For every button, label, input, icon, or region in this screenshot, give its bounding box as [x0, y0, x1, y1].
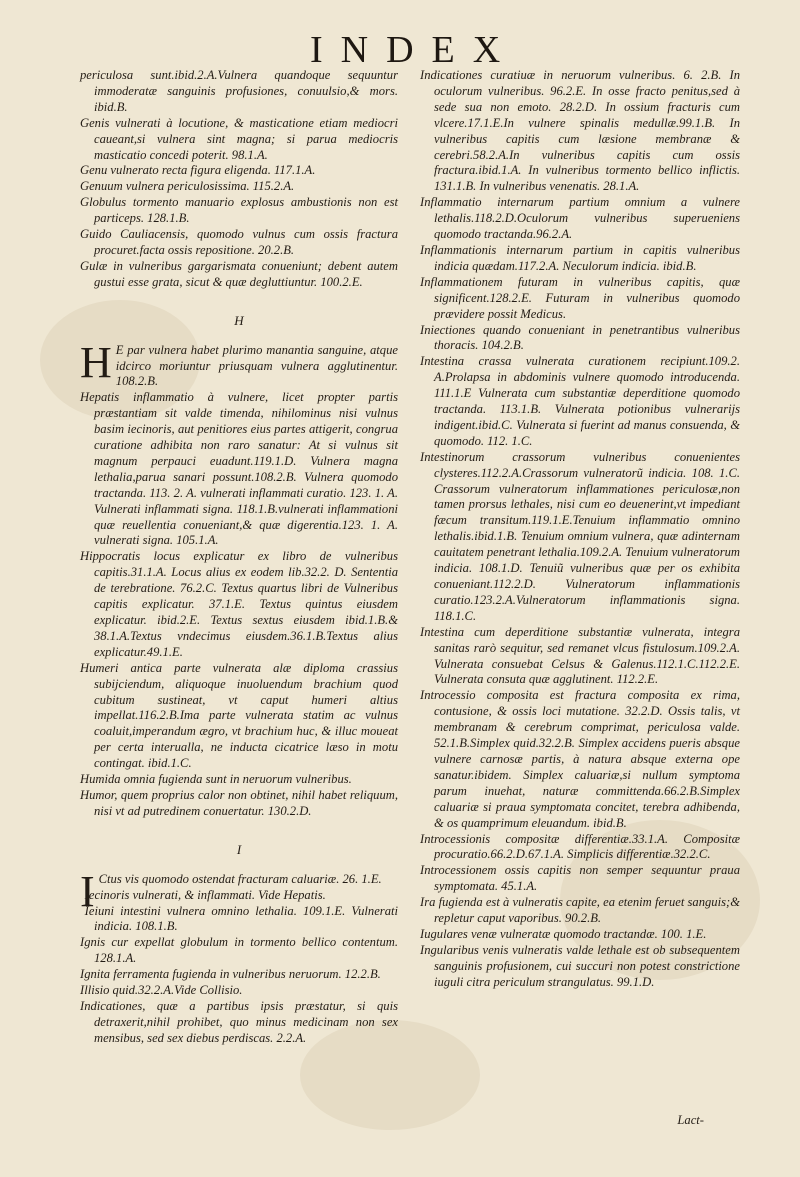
index-entry: Hippocratis locus explicatur ex libro de vulneribus capitis.31.1.A. Locus alius ex eodem lib.32.2. D. Sententia de terebratione. 76.2.C. Textus quartus libri de Vulneribus capitis explicatur. 37.1.E. Textus quintus eiusdem explicatur. ibid.2.E. Textus sextus eiusdem ibid.1.B.& 38.1.A.Textus vndecimus eiusdem.36.1.B.Textus alius explicatur.49.1.E. [80, 549, 398, 659]
section-letter-i: I [236, 841, 242, 857]
entries-letter-i [80, 888, 398, 1047]
index-entry: Hepatis inflammatio à vulnere, licet propter partis præstantiam sit valde timenda, nihilominus nisi vulnus basim iecinoris, aut penitiores eius partes attigerit, congrua curatione adhibita non raro sanatur: At si vulnus sit magnum perpauci euadunt.119.1.D. Vulnera magna lethalia,parua sanari possunt.108.2.B. Vulnera quomodo tractanda. 113. 2. A. vulnerati inflammati curatio. 123. 1. A. Vulnerati inflammati signa. 118.1.B.vulnerati inflammationi quæ reuellentia conueniant,& quæ digerentia.123. 1. A. vulnerati signa. 105.1.A. [80, 390, 398, 548]
index-entry: Introcessio composita est fractura composita ex rima, contusione, & ossis loci mutatione. 32.2.D. Ossis talis, vt membranam & cerebrum comprimat, periculosa valde. 52.1.B.Simplex quid.32.2.B. Simplex accidens pueris absque vulnere carnosæ partis, à natura absque externa ope sanatur.ibidem. Simplex caluariæ,si nullum symptoma parum inuehat, naturæ committenda.66.2.B.Simplex caluariæ si praua symptomata concitet, terebra adhibenda, & os quamprimum eleuandum. ibid.B. [420, 688, 740, 830]
index-entry: Humor, quem proprius calor non obtinet, nihil habet reliquum, nisi vt ad putredinem conuertatur. 130.2.D. [80, 787, 398, 818]
index-entry: periculosa sunt.ibid.2.A.Vulnera quandoque sequuntur immoderatæ sanguinis profusiones, conuulsio,& mors. ibid.B. [80, 68, 398, 114]
index-entry: Ieiuni intestini vulnera omnino lethalia. 109.1.E. Vulnerati indicia. 108.1.B. [84, 903, 398, 934]
index-entry: Intestina crassa vulnerata curationem recipiunt.109.2. A.Prolapsa in abdominis vulnere quomodo introducenda. 111.1.E Vulnerata cum substantiæ deperditione quomodo tractanda. 113.1.B. Vulnerata potionibus vulnerarijs indigent.ibid.C. Vulnerata si fuerint ad manus consuenda, & quomodo. 112. 1.C. [420, 354, 740, 448]
index-entry: Gulæ in vulneribus gargarismata conueniunt; debent autem gustui esse grata, sicut & quæ degluttiuntur. 100.2.E. [80, 258, 398, 289]
index-entry: Illisio quid.32.2.A.Vide Collisio. [80, 983, 243, 998]
index-entry: Iugulares venæ vulneratæ quomodo tractandæ. 100. 1.E. [420, 926, 707, 941]
entries-letter-i-continued [420, 68, 740, 991]
entries-letter-h [80, 390, 398, 819]
index-entry: Indicationes, quæ a partibus ipsis præstatur, si quis detraxerit,nihil prohibet, quo minus medicinam non sex mensibus, sed sex diebus perdiscas. 2.2.A. [80, 998, 398, 1045]
dropcap-h: H [80, 337, 112, 387]
catchword: Lact- [677, 1113, 704, 1127]
entry-text: Ctus vis quomodo ostendat fracturam caluariæ. 26. 1.E. [98, 871, 382, 886]
index-entry: Introcessionis compositæ differentiæ.33.1.A. Compositæ procuratio.66.2.D.67.1.A. Simplicis differentiæ.32.2.C. [420, 831, 740, 862]
index-entry: Genuum vulnera periculosissima. 115.2.A. [80, 179, 295, 194]
dropcap-i: I [80, 866, 95, 916]
index-entry: Ignis cur expellat globulum in tormento bellico contentum. 128.1.A. [80, 935, 398, 966]
section-letter-h: H [234, 312, 244, 328]
index-entry: Intestina cum deperditione substantiæ vulnerata, integra sanitas rarò sequitur, sed remanet vlcus fistulosum.109.2.A. Vulnerata consuebat Celsus & Galenus.112.1.C.112.2.E. Vulnerata consuta quæ agglutinent. 112.2.E. [420, 624, 740, 687]
index-entry: Indicationes curatiuæ in neruorum vulneribus. 6. 2.B. In oculorum vulneribus. 96.2.E. In osse fracto penitus,sed à sede sua non emoto. 28.2.D. In ossium fracturis cum vlcere.17.1.E.In vulnere spinalis medullæ.99.1.B. In vulneribus capitis cum læsione membranæ & cerebri.58.2.A.In vulneribus capitis cum ossis fractura.ibid.1.A. In vulneribus tormento bellico inflictis. 131.1.B. In vulneribus venenatis. 28.1.A. [420, 68, 740, 194]
index-entry: Ira fugienda est à vulneratis capite, ea etenim feruet sanguis;& repletur caput vaporibus. 90.2.B. [420, 895, 740, 926]
index-entry: Inflammatio internarum partium omnium a vulnere lethalis.118.2.D.Oculorum vulneribus superueniens quomodo tractanda.96.2.A. [420, 195, 740, 242]
entries-letter-g [80, 68, 398, 291]
index-entry: Humeri antica parte vulnerata alæ diploma crassius subijciendum, aliquoque inuoluendum brachium quod cubitum sustineat, vt caput humeri altius impellat.116.2.B.Ima parte vulnerata statim ac vulnus coaluit,imperandum ægro, vt brachium huc, & illuc moueat per certa interualla, ne inducta cicatrice læso in motu contingat. ibid.1.C. [80, 660, 398, 771]
index-entry: Genu vulnerato recta figura eligenda. 117.1.A. [80, 163, 316, 178]
page-title: INDEX [310, 29, 519, 71]
index-entry: Globulus tormento manuario explosus ambustionis non est particeps. 128.1.B. [80, 195, 398, 226]
index-entry: Genis vulnerati à locutione, & masticatione etiam mediocri caueant,si vulnera sint magna; si parua mediocris masticatio concedi poterit. 98.1.A. [80, 115, 398, 162]
index-entry: Ingularibus venis vulneratis valde lethale est ob subsequentem sanguinis profusionem, cui succuri non potest constrictione iuguli citra periculum strangulatus. 99.1.D. [420, 942, 740, 989]
index-entry: Humida omnia fugienda sunt in neruorum vulneribus. [80, 772, 352, 787]
index-entry-h-first [80, 337, 398, 391]
right-column [420, 68, 740, 991]
index-entry: Intestinorum crassorum vulneribus conuenientes clysteres.112.2.A.Crassorum vulneratorũ indicia. 108. 1.C. Crassorum vulneratorum inflammationes periculosæ,non tamen prorsus lethales, nisi cum eo deuenerint,vt impediant fæcum transitum.119.1.E.Tenuium inflammatio omnino lethalis.ibid.1.B. Tenuium omnium vulnera, quæ adinternam cauitatem penetrant lethalia.109.2.A. Tenuium vulneratorum indicia. 108.1.D. Tenuiũ vulneribus quæ per os exhibita conueniant.112.2.D. Vulneratorum inflammationis curatio.123.2.A.Vulneratorum inflammationis signa. 118.1.C. [420, 449, 740, 623]
index-entry: Iecinoris vulnerati, & inflammati. Vide Hepatis. [84, 887, 326, 902]
index-entry: Inflammationem futuram in vulneribus capitis, quæ significent.128.2.E. Futuram in vulneribus quomodo prævidere possit Medicus. [420, 274, 740, 321]
index-entry: Guido Cauliacensis, quomodo vulnus cum ossis fractura procuret.facta ossis repositione. 20.2.B. [80, 227, 398, 257]
index-entry: Inflammationis internarum partium in capitis vulneribus indicia quædam.117.2.A. Neculorum indicia. ibid.B. [420, 242, 740, 273]
index-entry: Iniectiones quando conueniant in penetrantibus vulneribus thoracis. 104.2.B. [420, 322, 740, 353]
left-column [80, 68, 398, 1047]
index-entry: Ignita ferramenta fugienda in vulneribus neruorum. 12.2.B. [80, 967, 381, 982]
index-entry: Introcessionem ossis capitis non semper sequuntur praua symptomata. 45.1.A. [420, 863, 740, 894]
entry-text: E par vulnera habet plurimo manantia sanguine, atque idcirco moriuntur priusquam vulnera agglutinentur. 108.2.B. [115, 342, 398, 389]
